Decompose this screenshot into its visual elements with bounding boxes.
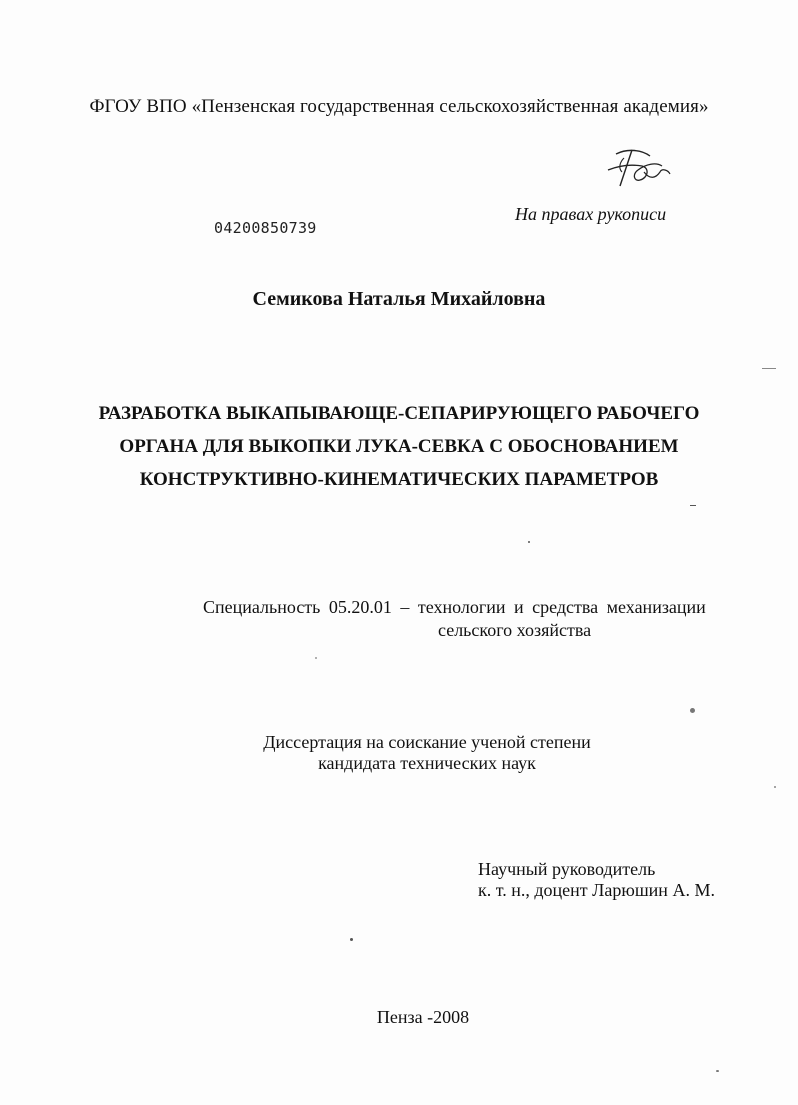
degree-line: Диссертация на соискание ученой степени — [263, 732, 591, 752]
scan-speck — [690, 505, 696, 506]
handwritten-signature — [598, 140, 676, 192]
supervisor-label: Научный руководитель — [478, 859, 656, 879]
scan-speck — [774, 786, 776, 788]
author-name: Семикова Наталья Михайловна — [252, 288, 546, 310]
specialty-line: Специальность 05.20.01 – технологии и средства механизации — [203, 597, 706, 617]
scan-speck — [315, 657, 317, 659]
thesis-title-line: РАЗРАБОТКА ВЫКАПЫВАЮЩЕ-СЕПАРИРУЮЩЕГО РАБОЧЕГО — [98, 403, 700, 424]
city-year: Пенза -2008 — [376, 1007, 470, 1027]
supervisor-name: к. т. н., доцент Ларюшин А. М. — [478, 880, 715, 900]
institution-name: ФГОУ ВПО «Пензенская государственная сельскохозяйственная академия» — [89, 96, 709, 117]
scan-speck — [762, 368, 776, 369]
scan-speck — [350, 938, 353, 941]
scan-speck — [528, 541, 530, 543]
rights-note: На правах рукописи — [515, 204, 667, 224]
registry-number: 04200850739 — [214, 219, 317, 237]
thesis-title-line: ОРГАНА ДЛЯ ВЫКОПКИ ЛУКА-СЕВКА С ОБОСНОВАНИЕМ — [119, 436, 679, 457]
degree-line: кандидата технических наук — [318, 753, 536, 773]
scan-speck — [690, 708, 695, 713]
specialty-line: сельского хозяйства — [438, 620, 592, 640]
scan-speck — [716, 1070, 719, 1072]
thesis-title-line: КОНСТРУКТИВНО-КИНЕМАТИЧЕСКИХ ПАРАМЕТРОВ — [139, 469, 659, 490]
